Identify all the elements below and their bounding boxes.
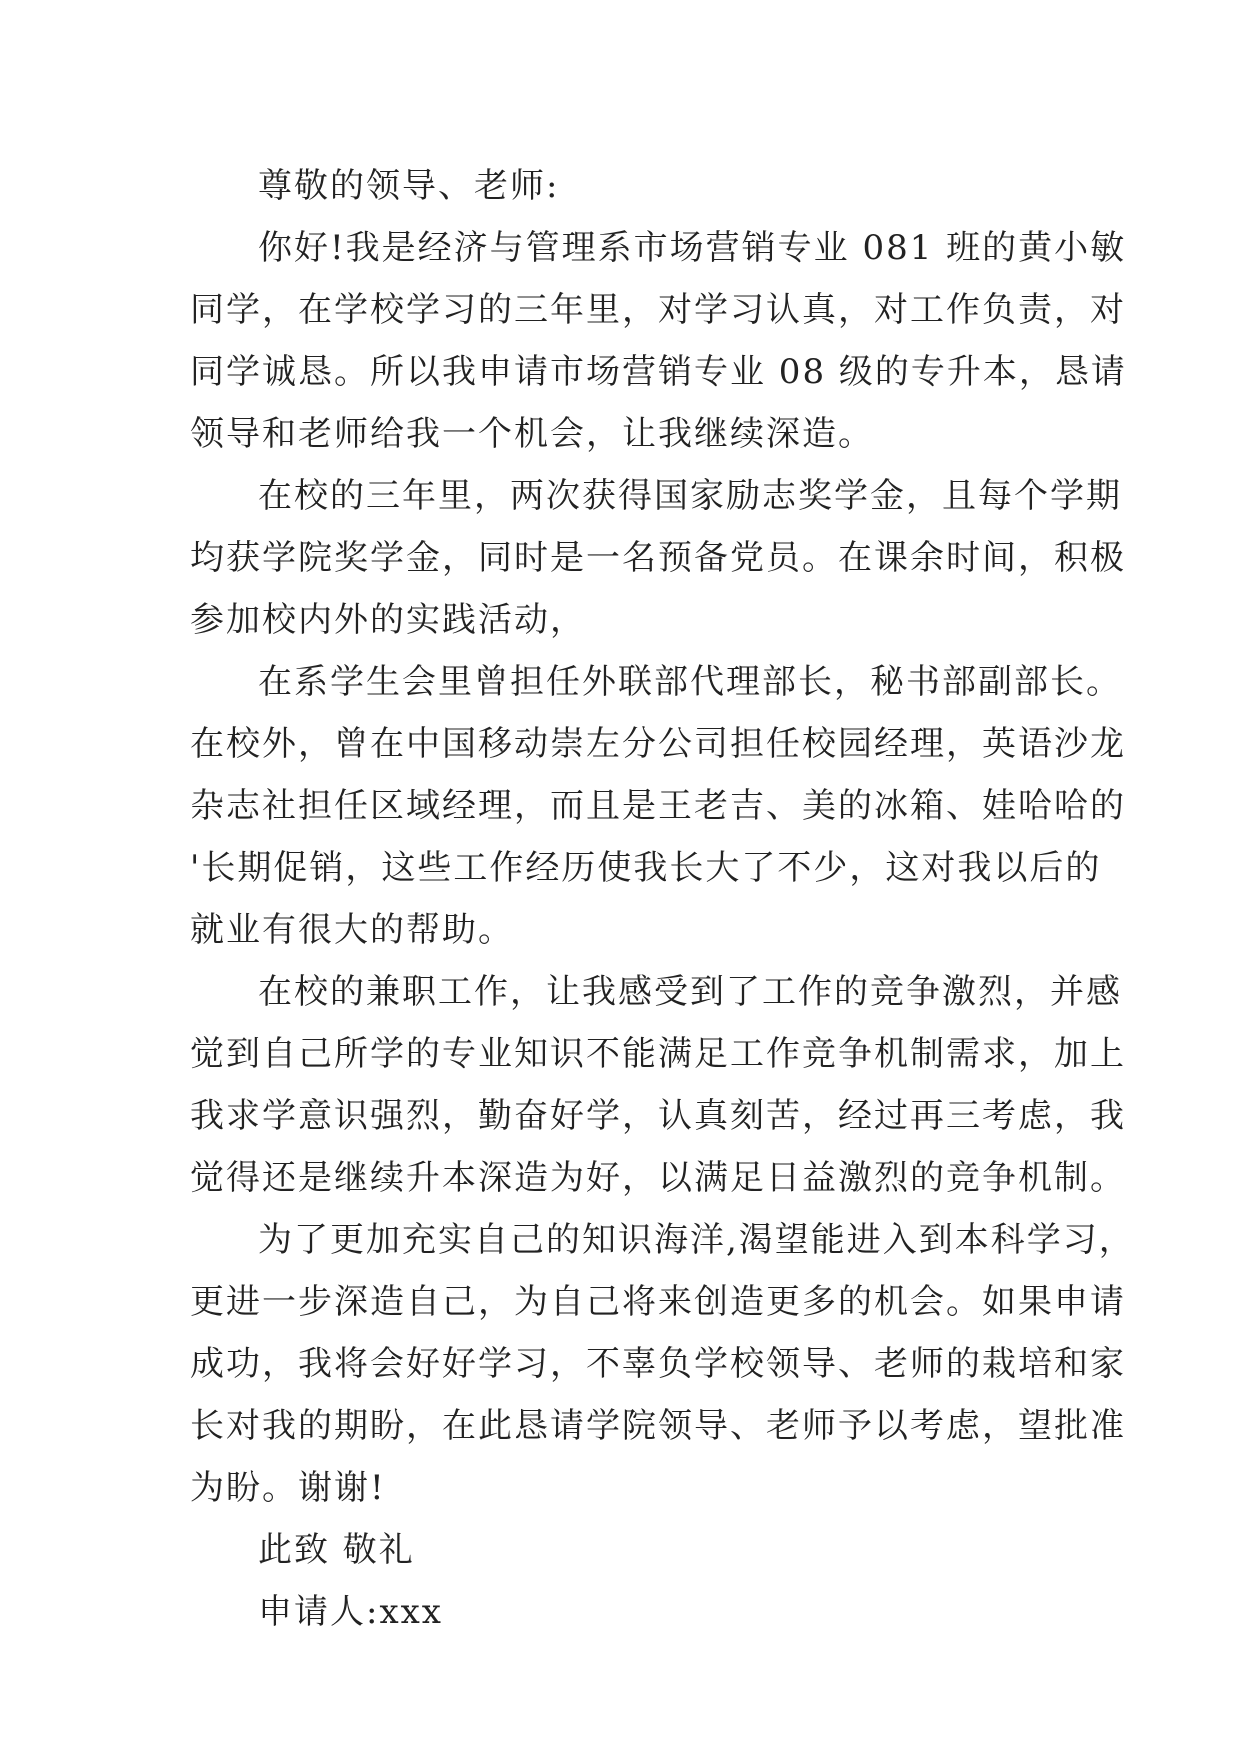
text-line: 你好!我是经济与管理系市场营销专业 081 班的黄小敏 (258, 228, 1127, 268)
text-line: 同学诚恳。所以我申请市场营销专业 08 级的专升本，恳请 (190, 352, 1127, 392)
text-line: 领导和老师给我一个机会，让我继续深造。 (190, 414, 874, 454)
text-line: 在校外，曾在中国移动崇左分公司担任校园经理，英语沙龙 (190, 724, 1126, 764)
text-line: 觉得还是继续升本深造为好，以满足日益激烈的竞争机制。 (190, 1158, 1126, 1198)
text-line: 更进一步深造自己，为自己将来创造更多的机会。如果申请 (190, 1282, 1126, 1322)
paragraph-2 (190, 465, 1126, 651)
signature: 申请人:xxx (258, 1592, 443, 1632)
text-line: '长期促销，这些工作经历使我长大了不少，这对我以后的 (190, 848, 1102, 888)
text-line: 我求学意识强烈，勤奋好学，认真刻苦，经过再三考虑，我 (190, 1096, 1126, 1136)
paragraph-5 (190, 1209, 1135, 1519)
text-line: 为了更加充实自己的知识海洋,渴望能进入到本科学习， (258, 1220, 1135, 1260)
closing: 此致 敬礼 (258, 1530, 415, 1570)
paragraph-3 (190, 651, 1126, 961)
text-line: 就业有很大的帮助。 (190, 910, 514, 950)
paragraph-4 (190, 961, 1126, 1209)
letter-body (190, 155, 1135, 1643)
paragraph-1 (190, 217, 1127, 465)
text-line: 在校的三年里，两次获得国家励志奖学金，且每个学期 (258, 476, 1122, 516)
text-line: 杂志社担任区域经理，而且是王老吉、美的冰箱、娃哈哈的 (190, 786, 1126, 826)
text-line: 觉到自己所学的专业知识不能满足工作竞争机制需求，加上 (190, 1034, 1126, 1074)
text-line: 均获学院奖学金，同时是一名预备党员。在课余时间，积极 (190, 538, 1126, 578)
text-line: 在校的兼职工作，让我感受到了工作的竞争激烈，并感 (258, 972, 1122, 1012)
text-line: 为盼。谢谢! (190, 1468, 386, 1508)
text-line: 长对我的期盼，在此恳请学院领导、老师予以考虑，望批准 (190, 1406, 1126, 1446)
text-line: 在系学生会里曾担任外联部代理部长，秘书部副部长。 (258, 662, 1122, 702)
salutation: 尊敬的领导、老师: (258, 166, 560, 206)
text-line: 同学，在学校学习的三年里，对学习认真，对工作负责，对 (190, 290, 1126, 330)
text-line: 成功，我将会好好学习，不辜负学校领导、老师的栽培和家 (190, 1344, 1126, 1384)
text-line: 参加校内外的实践活动， (190, 600, 586, 640)
